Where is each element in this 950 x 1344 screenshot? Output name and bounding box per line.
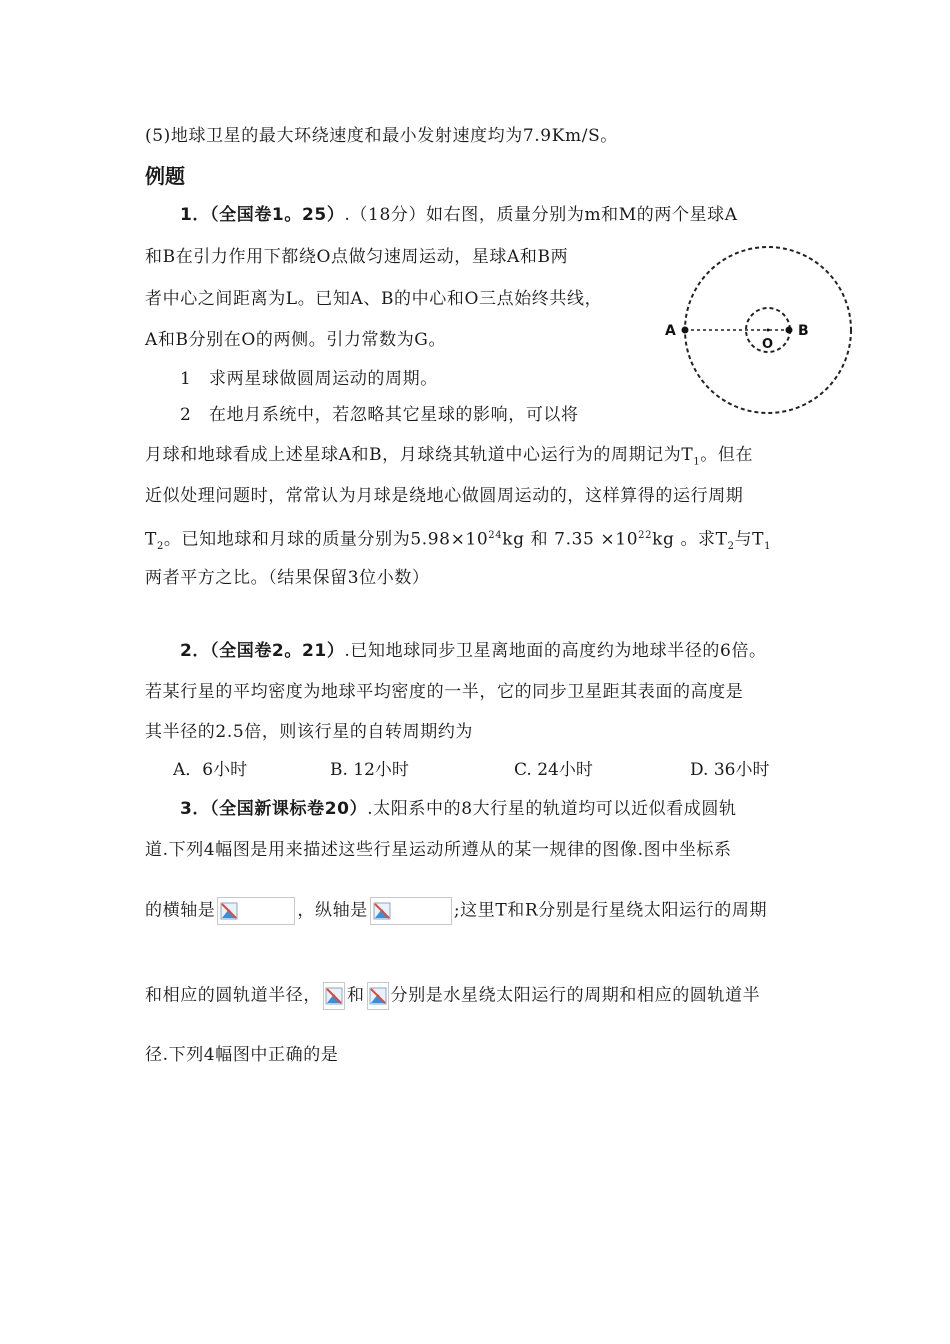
label-o: O (762, 337, 774, 352)
q1-line-3: 者中心之间距离为L。已知A、B的中心和O三点始终共线， (145, 289, 603, 309)
q1-subquestion-2: 2 在地月系统中，若忽略其它星球的影响，可以将 (180, 405, 579, 425)
broken-image-icon (220, 902, 238, 920)
q1-line-7-sub: 2 (156, 541, 164, 553)
q3-line-4c: 分别是水星绕太阳运行的周期和相应的圆轨道半 (390, 985, 761, 1006)
q1-exp-earth: 24 (488, 530, 503, 541)
note-5: (5)地球卫星的最大环绕速度和最小发射速度均为7.9Km/S。 (145, 126, 618, 146)
q3-line-3c: ;这里T和R分别是行星绕太阳运行的周期 (453, 900, 768, 921)
q2-text-1: .已知地球同步卫星离地面的高度约为地球半径的6倍。 (344, 641, 767, 661)
q1-line-7-sub2: 2 (727, 541, 735, 553)
q3-line-4 (145, 982, 760, 1010)
q3-line-3 (145, 897, 767, 925)
q3-line-3b: ，纵轴是 (297, 900, 368, 921)
q1-line-7b: 。已知地球和月球的质量分别为5.98×10 (163, 529, 489, 550)
q1-line-7-sub3: 1 (764, 541, 772, 553)
q3-line-1 (180, 797, 737, 821)
q3-line-4a: 和相应的圆轨道半径， (145, 985, 321, 1006)
star-b-dot (786, 327, 793, 334)
q1-line-6: 近似处理问题时，常常认为月球是绕地心做圆周运动的，这样算得的运行周期 (145, 486, 744, 506)
q1-exp-moon: 22 (638, 530, 653, 541)
q1-line-2: 和B在引力作用下都绕O点做匀速周运动，星球A和B两 (145, 247, 569, 267)
q3-line-5: 径.下列4幅图中正确的是 (145, 1045, 339, 1065)
broken-image-r0 (367, 982, 389, 1010)
q1-line-1 (180, 203, 738, 227)
label-a: A (665, 323, 676, 339)
q1-line-5 (145, 443, 753, 474)
section-heading: 例题 (145, 164, 185, 188)
q3-line-3a: 的横轴是 (145, 900, 216, 921)
star-a-dot (682, 327, 689, 334)
broken-image-y-axis (370, 897, 452, 925)
binary-star-diagram (655, 240, 855, 425)
q1-line-7e: 与T (734, 529, 765, 550)
broken-image-icon (373, 902, 391, 920)
q1-line-7d: kg 。求T (652, 529, 728, 550)
broken-image-t0 (323, 982, 345, 1010)
q1-line-8: 两者平方之比。（结果保留3位小数） (145, 568, 430, 588)
q1-line-5a: 月球和地球看成上述星球A和B，月球绕其轨道中心运行为的周期记为T (145, 445, 694, 465)
q2-line-2: 若某行星的平均密度为地球平均密度的一半，它的同步卫星距其表面的高度是 (145, 682, 744, 702)
q1-line-7c: kg 和 7.35 ×10 (502, 529, 639, 550)
q1-line-7a: T (145, 529, 157, 550)
q2-option-b: B. 12小时 (330, 760, 409, 780)
broken-image-x-axis (217, 897, 295, 925)
q1-label: 1．（全国卷1。25） (180, 205, 345, 225)
q2-option-c: C. 24小时 (514, 760, 593, 780)
q1-line-4: A和B分别在O的两侧。引力常数为G。 (145, 330, 447, 350)
q1-line-7 (145, 524, 771, 559)
q1-line-5-sub: 1 (693, 456, 701, 468)
q1-line-5b: 。但在 (700, 445, 754, 465)
q2-line-3: 其半径的2.5倍，则该行星的自转周期约为 (145, 722, 474, 742)
broken-image-icon (325, 987, 343, 1005)
label-b: B (798, 323, 809, 339)
broken-image-icon (369, 987, 387, 1005)
q2-option-a: A．6小时 (173, 760, 248, 780)
q1-text-1: .（18分）如右图，质量分别为m和M的两个星球A (344, 205, 738, 225)
q1-subquestion-1: 1 求两星球做圆周运动的周期。 (180, 369, 438, 389)
q3-line-4b: 和 (347, 985, 365, 1006)
q2-option-d: D. 36小时 (690, 760, 770, 780)
center-o-dot (767, 329, 770, 332)
q2-label: 2．（全国卷2。21） (180, 641, 345, 661)
q2-line-1 (180, 639, 767, 663)
q3-text-1: .太阳系中的8大行星的轨道均可以近似看成圆轨 (367, 799, 737, 819)
q3-line-2: 道.下列4幅图是用来描述这些行星运动所遵从的某一规律的图像.图中坐标系 (145, 840, 732, 860)
q3-label: 3．（全国新课标卷20） (180, 799, 368, 819)
